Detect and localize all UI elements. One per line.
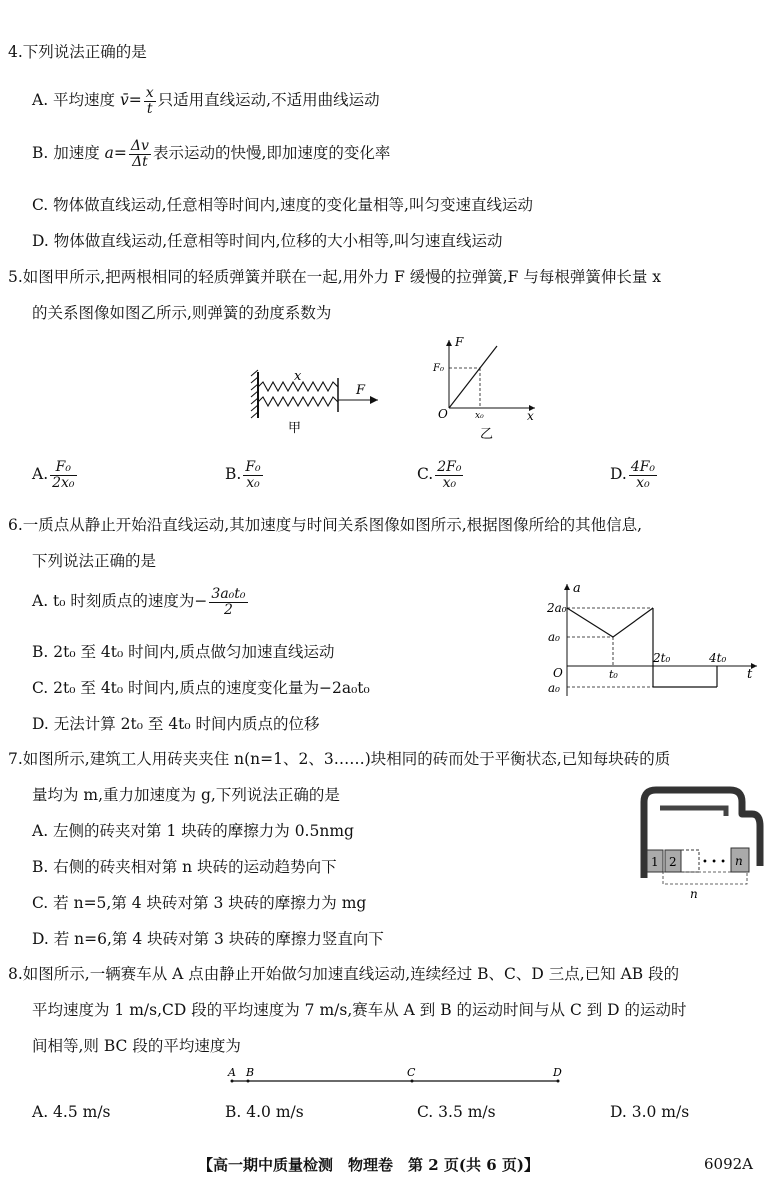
q8-option-b: B. 4.0 m/s (225, 1103, 304, 1121)
label-d: D (553, 1066, 562, 1079)
curve-part1 (567, 608, 653, 637)
dots: • • • (702, 857, 727, 868)
tick-2t0: 2t₀ (653, 651, 671, 665)
q5-figure-jia (248, 366, 393, 436)
point-b (247, 1080, 250, 1083)
x-axis-label: x (527, 409, 534, 423)
q7-option-d: D. 若 n=6,第 4 块砖对第 3 块砖的摩擦力竖直向下 (32, 930, 384, 948)
q4-a-fraction: $\frac{x}{t}$ (145, 85, 154, 117)
q5-a-fraction: $\frac{\text{F₀}}{\text{2x₀}}$ (52, 459, 75, 491)
page-footer: 【高一期中质量检测 物理卷 第 2 页(共 6 页)】 (198, 1156, 539, 1174)
q4-option-c: C. 物体做直线运动,任意相等时间内,速度的变化量相等,叫匀变速直线运动 (32, 196, 533, 214)
q8-option-d: D. 3.0 m/s (610, 1103, 690, 1121)
q6-option-c: C. 2t₀ 至 4t₀ 时间内,质点的速度变化量为−2a₀t₀ (32, 679, 370, 697)
q7-option-b: B. 右侧的砖夹相对第 n 块砖的运动趋势向下 (32, 858, 337, 876)
caption-yi: 乙 (480, 427, 494, 442)
a-axis-arrowhead (564, 584, 570, 590)
force-arrowhead (370, 396, 378, 404)
q6-option-a: A. t₀ 时刻质点的速度为− $\frac{\text{3a₀t₀}}{2}$ (32, 586, 246, 618)
paper-code: 6092A (704, 1155, 754, 1173)
label-a: A (228, 1066, 236, 1079)
brick-placeholder (681, 850, 699, 872)
q5-figure-yi (425, 334, 540, 442)
q7-option-c: C. 若 n=5,第 4 块砖对第 3 块砖的摩擦力为 mg (32, 894, 367, 912)
q6-a-fraction: $\frac{\text{3a₀t₀}}{2}$ (211, 586, 246, 618)
brick-n-label: n (735, 854, 743, 868)
q4-option-d: D. 物体做直线运动,任意相等时间内,位移的大小相等,叫匀速直线运动 (32, 232, 503, 250)
label-b: B (246, 1066, 255, 1079)
q8-option-c: C. 3.5 m/s (417, 1103, 496, 1121)
q5-option-a: A. $\frac{\text{F₀}}{\text{2x₀}}$ (32, 459, 75, 491)
q6-option-b: B. 2t₀ 至 4t₀ 时间内,质点做匀加速直线运动 (32, 643, 335, 661)
q5-d-fraction: $\frac{\text{4F₀}}{\text{x₀}}$ (630, 459, 656, 491)
q4-option-b: B. 加速度 a= $\frac{\Delta v}{\Delta t}$ 表示运动的快慢,即加速度的变化率 (32, 138, 391, 170)
q8-option-a: A. 4.5 m/s (32, 1103, 111, 1121)
brace-n-label: n (690, 887, 698, 901)
q5-stem-line1: 5.如图甲所示,把两根相同的轻质弹簧并联在一起,用外力 F 缓慢的拉弹簧,F 与每根弹簧伸长量 x (8, 268, 662, 286)
tick-2a0: 2a₀ (547, 601, 567, 615)
clamp-handle (660, 808, 726, 816)
q5-option-c: C. $\frac{\text{2F₀}}{\text{x₀}}$ (417, 459, 462, 491)
q5-c-fraction: $\frac{\text{2F₀}}{\text{x₀}}$ (437, 459, 462, 491)
label-f: F (356, 383, 366, 398)
q7-brick-clamp-figure (630, 778, 765, 908)
brace-outline (663, 872, 747, 884)
x0-label: x₀ (475, 411, 484, 421)
origin-label: O (553, 666, 563, 680)
q6-at-graph (545, 578, 763, 700)
point-a (231, 1080, 234, 1083)
q4-stem: 4.下列说法正确的是 (8, 43, 147, 61)
q4-b-fraction: $\frac{\Delta v}{\Delta t}$ (130, 138, 149, 170)
q7-option-a: A. 左侧的砖夹对第 1 块砖的摩擦力为 0.5nmg (32, 822, 354, 840)
a-axis-label: a (573, 581, 581, 596)
tick-neg-a0: a₀ (548, 681, 560, 695)
q6-stem-line1: 6.一质点从静止开始沿直线运动,其加速度与时间关系图像如图所示,根据图像所给的其他信息, (8, 516, 643, 534)
q6-stem-line2: 下列说法正确的是 (32, 552, 157, 570)
point-d (557, 1080, 560, 1083)
brick-1-label: 1 (651, 855, 659, 869)
tick-4t0: 4t₀ (709, 651, 727, 665)
label-c: C (407, 1066, 416, 1079)
q8-stem-line3: 间相等,则 BC 段的平均速度为 (32, 1037, 241, 1055)
q7-stem-line2: 量均为 m,重力加速度为 g,下列说法正确的是 (32, 786, 340, 804)
q5-stem-line2: 的关系图像如图乙所示,则弹簧的劲度系数为 (32, 304, 332, 322)
caption-jia: 甲 (288, 421, 302, 436)
q8-track-figure (220, 1064, 570, 1090)
q8-stem-line1: 8.如图所示,一辆赛车从 A 点由静止开始做匀加速直线运动,连续经过 B、C、D 三点,已知 AB 段的 (8, 965, 680, 983)
q6-option-d: D. 无法计算 2t₀ 至 4t₀ 时间内质点的位移 (32, 715, 320, 733)
f-axis-label: F (455, 335, 464, 349)
t-axis-label: t (747, 667, 753, 682)
brick-2-label: 2 (669, 855, 677, 869)
label-x: x (294, 369, 302, 384)
f0-label: F₀ (433, 363, 444, 374)
q5-b-fraction: $\frac{\text{F₀}}{\text{x₀}}$ (245, 459, 261, 491)
f-axis-arrowhead (446, 340, 452, 346)
q4-option-a: A. 平均速度 v̄= $\frac{x}{t}$ 只适用直线运动,不适用曲线运动 (32, 85, 380, 117)
origin-label: O (438, 407, 448, 421)
q8-stem-line2: 平均速度为 1 m/s,CD 段的平均速度为 7 m/s,赛车从 A 到 B 的运动时间与从 C 到 D 的运动时 (32, 1001, 687, 1019)
q7-stem-line1: 7.如图所示,建筑工人用砖夹夹住 n(n=1、2、3……)块相同的砖而处于平衡状态,已知每块砖的质 (8, 750, 671, 768)
q5-option-d: D. $\frac{\text{4F₀}}{\text{x₀}}$ (610, 459, 656, 491)
tick-t0: t₀ (609, 668, 618, 681)
q5-option-b: B. $\frac{\text{F₀}}{\text{x₀}}$ (225, 459, 261, 491)
tick-a0: a₀ (548, 630, 560, 644)
wall-hatching (251, 370, 258, 418)
spring-lower (258, 397, 338, 406)
fx-line (449, 346, 497, 408)
point-c (411, 1080, 414, 1083)
